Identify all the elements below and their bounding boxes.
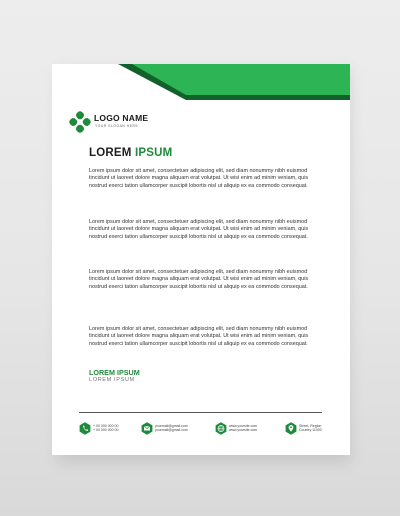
logo-name: LOGO NAME	[94, 113, 149, 123]
title-word-2: IPSUM	[134, 147, 173, 159]
email-line-2: yourmail@gmail.com	[155, 428, 188, 433]
title-word-1: LOREM	[89, 147, 132, 159]
phone-line-1: + 00 000 000 00	[93, 424, 119, 428]
phone-icon	[79, 422, 91, 435]
letterhead-page	[52, 64, 350, 455]
header-green-band	[52, 64, 350, 100]
clover-logo-icon	[69, 111, 91, 133]
phone-line-2: + 00 000 000 00	[93, 428, 119, 433]
email-icon	[141, 422, 153, 435]
address-line-1: Street, Region	[299, 424, 322, 428]
page-title	[89, 147, 172, 159]
signature-title: LOREM IPSUM	[89, 377, 135, 383]
location-pin-icon	[285, 422, 297, 435]
email-line-1: yourmail@gmail.com	[155, 424, 188, 428]
footer-divider	[79, 412, 322, 413]
website-line-1: www.yoursite.com	[229, 424, 258, 428]
globe-icon	[215, 422, 227, 435]
website-line-2: www.yoursite.com	[229, 428, 258, 433]
logo-slogan: YOUR SLOGAN HERE	[95, 124, 139, 128]
address-line-2: Country 11000	[299, 428, 322, 433]
body-paragraph-3: Lorem ipsum dolor sit amet, consectetuer adipiscing elit, sed diam nonummy nibh euismod tincidunt ut laoreet dolore magna aliquam erat volutpat. Ut wisi enim ad minim veniam, quis nostrud exerci tation ullamcorper suscipit lobortis nisl ut aliquip ex ea commodo consequat.	[89, 269, 309, 290]
signature-name: LOREM IPSUM	[89, 368, 140, 377]
body-paragraph-2: Lorem ipsum dolor sit amet, consectetuer adipiscing elit, sed diam nonummy nibh euismod tincidunt ut laoreet dolore magna aliquam erat volutpat. Ut wisi enim ad minim veniam, quis nostrud exerci tation ullamcorper suscipit lobortis nisl ut aliquip ex ea commodo consequat.	[89, 219, 309, 240]
body-paragraph-1: Lorem ipsum dolor sit amet, consectetuer adipiscing elit, sed diam nonummy nibh euismod tincidunt ut laoreet dolore magna aliquam erat volutpat. Ut wisi enim ad minim veniam, quis nostrud exerci tation ullamcorper suscipit lobortis nisl ut aliquip ex ea commodo consequat.	[89, 168, 309, 189]
body-paragraph-4: Lorem ipsum dolor sit amet, consectetuer adipiscing elit, sed diam nonummy nibh euismod tincidunt ut laoreet dolore magna aliquam erat volutpat. Ut wisi enim ad minim veniam, quis nostrud exerci tation ullamcorper suscipit lobortis nisl ut aliquip ex ea commodo consequat.	[89, 326, 309, 347]
